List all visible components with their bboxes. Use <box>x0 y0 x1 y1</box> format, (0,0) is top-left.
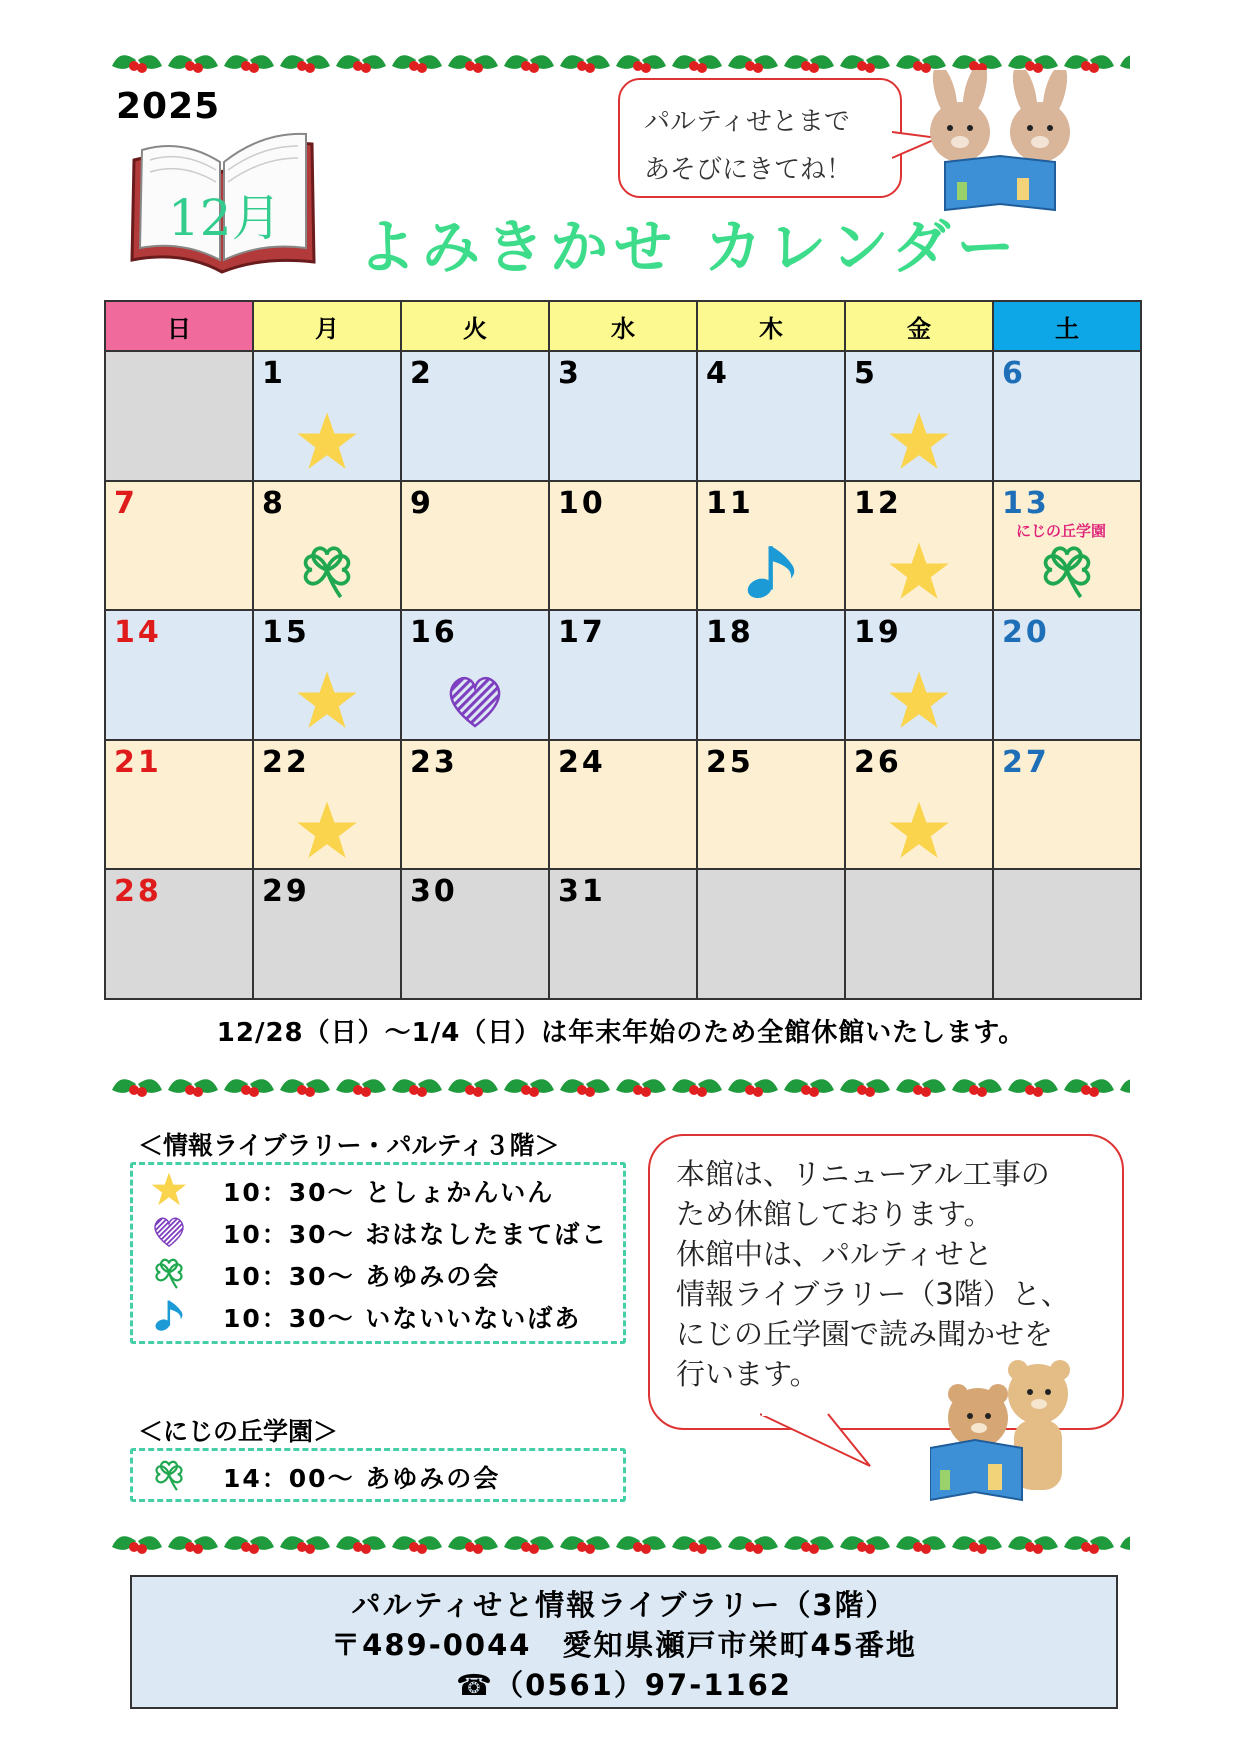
calendar-day-cell <box>401 869 549 999</box>
day-number: 1 <box>262 356 286 391</box>
day-number: 8 <box>262 485 286 521</box>
day-number: 27 <box>1002 744 1050 780</box>
footer-phone: ☎（0561）97-1162 <box>456 1668 792 1702</box>
calendar-day-cell <box>845 481 993 611</box>
calendar-day-cell <box>993 481 1141 611</box>
day-number: 30 <box>410 874 458 910</box>
day-number: 28 <box>114 874 162 910</box>
weekday-header-row <box>105 301 1141 351</box>
notice-line: 本館は、リニューアル工事の <box>676 1157 1050 1191</box>
holly-garland-bottom <box>110 1525 1130 1561</box>
day-number: 26 <box>854 744 902 780</box>
legend-item-text: 10：30～ あゆみの会 <box>223 1262 501 1291</box>
speech-bubble-top <box>618 78 902 198</box>
calendar-day-cell <box>549 869 697 999</box>
star-icon <box>151 1171 187 1207</box>
legend-item-text: 10：30～ おはなしたまてばこ <box>223 1220 609 1249</box>
calendar-day-cell <box>401 740 549 870</box>
day-number: 6 <box>1002 356 1026 391</box>
notice-line: 行います。 <box>676 1357 819 1391</box>
heart-icon <box>444 669 506 735</box>
calendar-day-cell <box>401 481 549 611</box>
day-number: 25 <box>706 744 754 780</box>
calendar-day-cell <box>549 740 697 870</box>
notice-line: にじの丘学園で読み聞かせを <box>676 1317 1054 1351</box>
day-number: 2 <box>410 356 434 391</box>
year-label: 2025 <box>116 86 221 127</box>
calendar-day-cell <box>105 481 253 611</box>
legend-item <box>151 1295 611 1335</box>
footer-address-box <box>130 1575 1118 1709</box>
clover-icon <box>296 540 358 606</box>
calendar-day-cell <box>105 740 253 870</box>
calendar-day-cell <box>993 869 1141 999</box>
library-legend-title: ＜情報ライブラリー・パルティ３階＞ <box>138 1131 560 1160</box>
calendar-day-cell <box>549 351 697 481</box>
calendar-day-cell <box>105 869 253 999</box>
calendar-day-cell <box>253 740 401 870</box>
day-number: 19 <box>854 615 902 651</box>
calendar-table <box>104 300 1142 1000</box>
calendar-day-cell <box>253 869 401 999</box>
legend-item <box>151 1253 611 1293</box>
school-legend-box <box>130 1448 626 1502</box>
day-number: 24 <box>558 744 606 780</box>
day-number: 13 <box>1002 485 1050 521</box>
calendar-day-cell <box>697 869 845 999</box>
library-legend-box <box>130 1162 626 1344</box>
calendar-day-cell <box>253 610 401 740</box>
clover-icon <box>151 1457 187 1493</box>
weekday-header-3: 水 <box>549 301 697 351</box>
day-number: 16 <box>410 615 458 651</box>
legend-item-text: 10：30～ としょかんいん <box>223 1178 555 1207</box>
weekday-header-1: 月 <box>253 301 401 351</box>
speech-line-2: あそびにきてね！ <box>644 155 853 185</box>
calendar-week-row <box>105 610 1141 740</box>
legend-item-text: 14：00～ あゆみの会 <box>223 1464 501 1493</box>
calendar-week-row <box>105 351 1141 481</box>
calendar-day-cell <box>993 351 1141 481</box>
closing-notice: 12/28（日）～1/4（日）は年末年始のため全館休館いたします。 <box>216 1018 1026 1048</box>
calendar-day-cell <box>105 351 253 481</box>
speech-line-1: パルティせとまで <box>644 107 850 137</box>
heart-icon <box>151 1213 187 1249</box>
day-number: 21 <box>114 744 162 780</box>
calendar-day-cell <box>845 740 993 870</box>
notice-line: 休館中は、パルティせと <box>676 1237 993 1271</box>
day-number: 20 <box>1002 615 1050 651</box>
footer-address: 〒489-0044 愛知県瀬戸市栄町45番地 <box>331 1628 917 1662</box>
day-number: 10 <box>558 485 606 521</box>
weekday-header-4: 木 <box>697 301 845 351</box>
star-icon <box>888 799 950 865</box>
bunnies-reading-icon <box>905 70 1095 220</box>
star-icon <box>296 669 358 735</box>
clover-icon <box>151 1255 187 1291</box>
calendar-day-cell <box>549 481 697 611</box>
calendar-day-cell <box>697 481 845 611</box>
clover-icon <box>1036 540 1098 606</box>
weekday-header-5: 金 <box>845 301 993 351</box>
day-number: 23 <box>410 744 458 780</box>
legend-item-text: 10：30～ いないいないばあ <box>223 1304 582 1333</box>
calendar-day-cell <box>845 610 993 740</box>
calendar-day-cell <box>993 740 1141 870</box>
star-icon <box>296 799 358 865</box>
calendar-day-cell <box>845 869 993 999</box>
month-label: 12月 <box>168 189 282 247</box>
calendar-day-cell <box>697 610 845 740</box>
weekday-header-2: 火 <box>401 301 549 351</box>
day-number: 12 <box>854 485 902 521</box>
calendar-day-cell <box>401 610 549 740</box>
star-icon <box>888 540 950 606</box>
day-number: 5 <box>854 356 878 391</box>
calendar-week-row <box>105 481 1141 611</box>
day-number: 14 <box>114 615 162 651</box>
calendar-day-cell <box>697 351 845 481</box>
calendar-day-cell <box>993 610 1141 740</box>
day-number: 4 <box>706 356 730 391</box>
calendar-day-cell <box>253 481 401 611</box>
day-number: 7 <box>114 485 138 521</box>
legend-item <box>151 1455 611 1495</box>
note-icon <box>151 1297 187 1333</box>
notice-tail-icon <box>760 1410 880 1470</box>
legend-item <box>151 1211 611 1251</box>
notice-line: 情報ライブラリー（3階）と、 <box>676 1277 1070 1311</box>
holly-garland-middle <box>110 1068 1130 1104</box>
day-number: 9 <box>410 485 434 521</box>
calendar-week-row <box>105 740 1141 870</box>
calendar-day-cell <box>697 740 845 870</box>
star-icon <box>888 669 950 735</box>
calendar-day-cell <box>549 610 697 740</box>
school-legend-title: ＜にじの丘学園＞ <box>138 1417 339 1446</box>
day-number: 17 <box>558 615 606 651</box>
day-number: 31 <box>558 874 606 910</box>
star-icon <box>888 410 950 476</box>
day-number: 3 <box>558 356 582 391</box>
page-title: よみきかせ カレンダー <box>358 213 1021 281</box>
day-event-note: にじの丘学園 <box>1016 521 1107 540</box>
calendar-day-cell <box>401 351 549 481</box>
star-icon <box>296 410 358 476</box>
note-icon <box>740 540 802 606</box>
bears-reading-icon <box>930 1360 1080 1510</box>
legend-item <box>151 1169 611 1209</box>
calendar-day-cell <box>845 351 993 481</box>
day-number: 15 <box>262 615 310 651</box>
calendar-day-cell <box>253 351 401 481</box>
weekday-header-6: 土 <box>993 301 1141 351</box>
day-number: 22 <box>262 744 310 780</box>
day-number: 11 <box>706 485 754 521</box>
day-number: 18 <box>706 615 754 651</box>
calendar-week-row <box>105 869 1141 999</box>
footer-library-name: パルティせと情報ライブラリー（3階） <box>351 1588 897 1622</box>
notice-line: ため休館しております。 <box>676 1197 993 1231</box>
day-number: 29 <box>262 874 310 910</box>
calendar-day-cell <box>105 610 253 740</box>
weekday-header-0: 日 <box>105 301 253 351</box>
